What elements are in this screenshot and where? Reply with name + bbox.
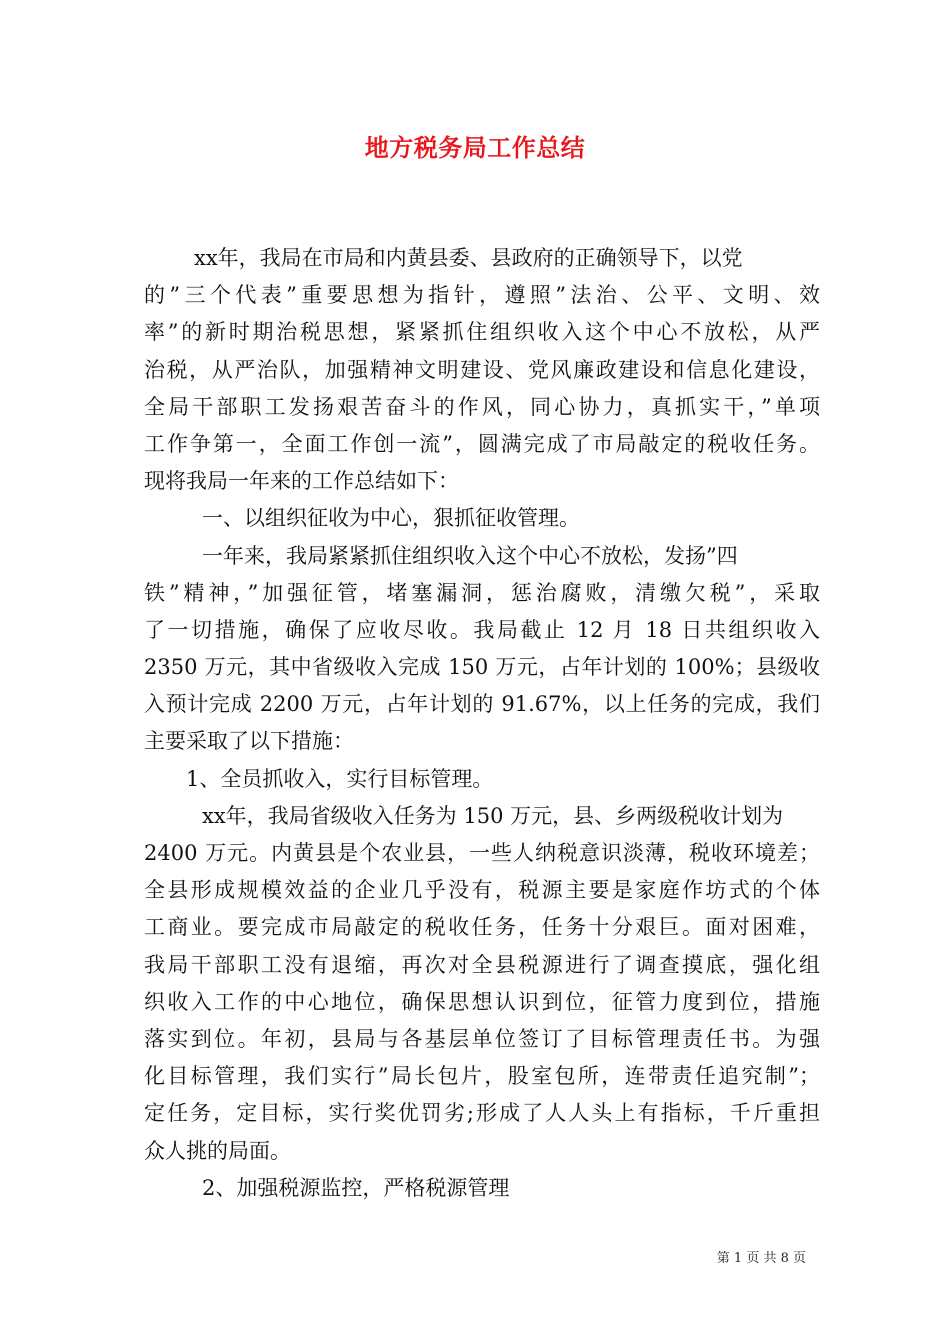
paragraph-line: 化目标管理，我们实行”局长包片，股室包所，连带责任追究制”；	[144, 1064, 820, 1089]
document-title: 地方税务局工作总结	[364, 133, 586, 162]
paragraph-line: xx年，我局在市局和内黄县委、县政府的正确领导下，以党	[194, 246, 743, 270]
paragraph-line: 我局干部职工没有退缩，再次对全县税源进行了调查摸底，强化组	[144, 952, 820, 977]
paragraph-line: 治税，从严治队，加强精神文明建设、党风廉政建设和信息化建设，	[144, 357, 820, 382]
subsection-heading: 2、加强税源监控，严格税源管理	[202, 1175, 510, 1200]
paragraph-line: 铁”精神，”加强征管，堵塞漏洞，惩治腐败，清缴欠税”，采取	[144, 580, 820, 605]
paragraph-line: 工作争第一，全面工作创一流”，圆满完成了市局敲定的税收任务。	[144, 431, 820, 456]
subsection-heading: 1、全员抓收入，实行目标管理。	[186, 766, 494, 791]
paragraph-line: 定任务，定目标，实行奖优罚劣;形成了人人头上有指标，千斤重担	[144, 1101, 820, 1126]
paragraph-line: 全局干部职工发扬艰苦奋斗的作风，同心协力，真抓实干，”单项	[144, 394, 820, 419]
page-number-footer: 第 1 页 共 8 页	[716, 1251, 806, 1266]
paragraph-line: 主要采取了以下措施：	[144, 729, 354, 754]
paragraph-line: 织收入工作的中心地位，确保思想认识到位，征管力度到位，措施	[144, 989, 820, 1014]
paragraph-line: 入预计完成 2200 万元，占年计划的 91.67%，以上任务的完成，我们	[144, 692, 820, 717]
paragraph-line: 的”三个代表”重要思想为指针，遵照”法治、公平、文明、效	[144, 283, 820, 308]
paragraph-line: 工商业。要完成市局敲定的税收任务，任务十分艰巨。面对困难，	[144, 915, 820, 940]
document-body	[144, 240, 820, 1207]
paragraph-line: 2350 万元，其中省级收入完成 150 万元，占年计划的 100%；县级收	[144, 655, 820, 680]
paragraph-line: 现将我局一年来的工作总结如下：	[144, 469, 459, 494]
paragraph-line: 全县形成规模效益的企业几乎没有，税源主要是家庭作坊式的个体	[144, 878, 820, 903]
paragraph-line: xx年，我局省级收入任务为 150 万元，县、乡两级税收计划为	[202, 803, 784, 828]
paragraph-line: 落实到位。年初，县局与各基层单位签订了目标管理责任书。为强	[144, 1026, 820, 1051]
paragraph-line: 了一切措施，确保了应收尽收。我局截止 12 月 18 日共组织收入	[144, 617, 820, 642]
paragraph-line: 众人挑的局面。	[144, 1138, 291, 1163]
paragraph-line: 率”的新时期治税思想，紧紧抓住组织收入这个中心不放松，从严	[144, 320, 820, 345]
paragraph-line: 一年来，我局紧紧抓住组织收入这个中心不放松，发扬”四	[202, 543, 738, 568]
paragraph-line: 2400 万元。内黄县是个农业县，一些人纳税意识淡薄，税收环境差；	[144, 841, 820, 865]
section-heading: 一、以组织征收为中心，狠抓征收管理。	[202, 506, 580, 531]
